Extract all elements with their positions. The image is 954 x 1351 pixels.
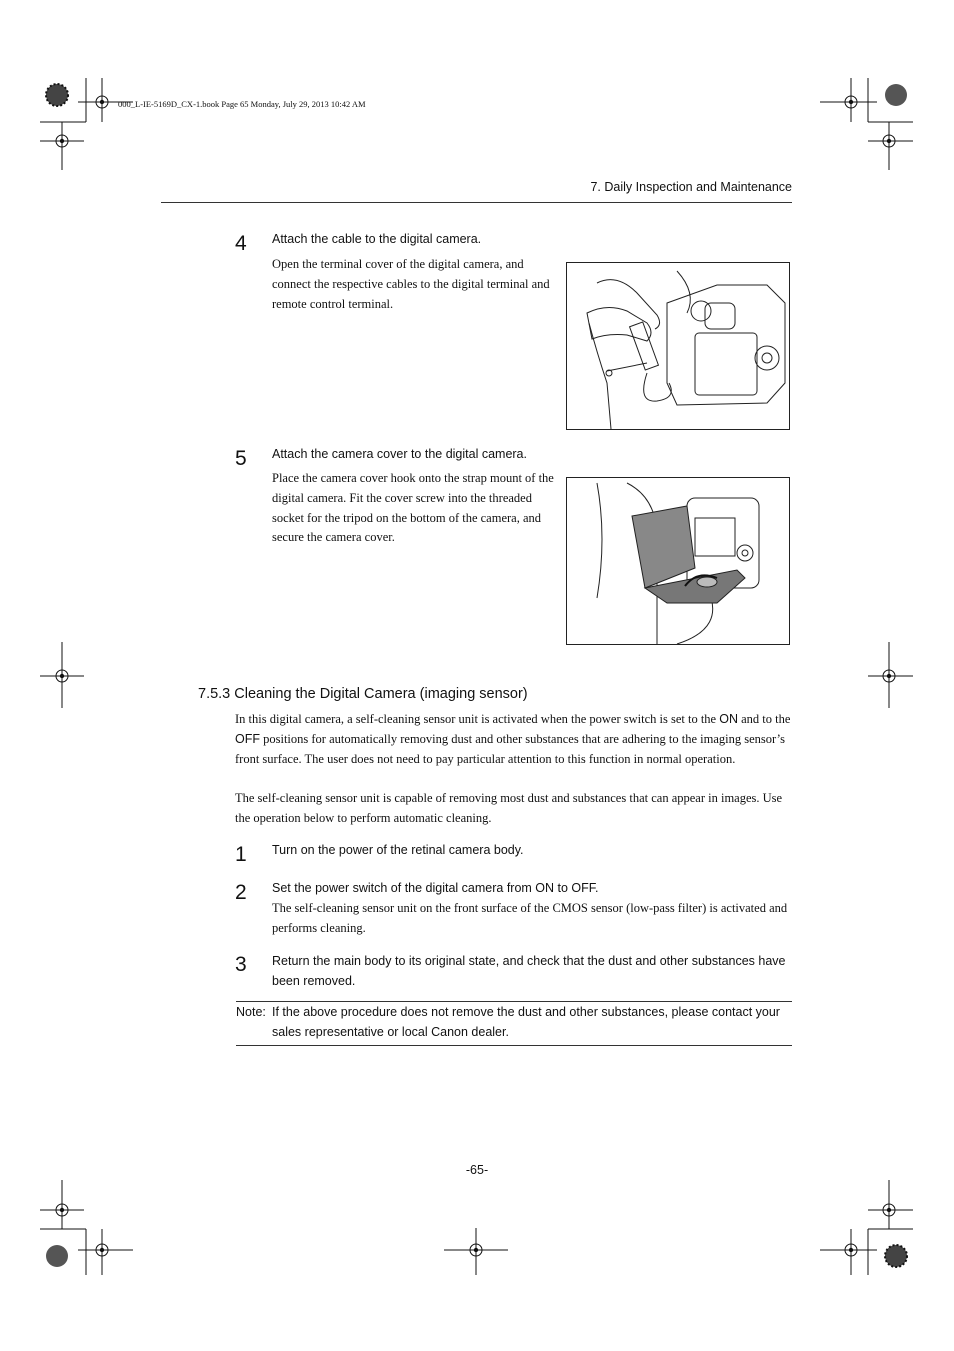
- step-body: The self-cleaning sensor unit on the front surface of the CMOS sensor (low-pass filter) is activated and performs cleaning.: [272, 901, 788, 935]
- figure-camera-cable: [566, 262, 790, 430]
- step-body: Open the terminal cover of the digital camera, and connect the respective cables to the digital terminal and remote control terminal.: [272, 257, 550, 311]
- figure-camera-cover: [566, 477, 790, 645]
- step-heading: Attach the camera cover to the digital camera.: [272, 447, 527, 461]
- step-heading: Return the main body to its original state, and check that the dust and other substances have been removed.: [272, 954, 786, 988]
- step-heading: Attach the cable to the digital camera.: [272, 232, 482, 246]
- intro-text: In this digital camera, a self-cleaning sensor unit is activated when the power switch is set to the: [235, 712, 720, 726]
- step-number: 3: [235, 953, 247, 976]
- note-label: Note:: [236, 1005, 266, 1019]
- camera-cable-illustration: [567, 263, 789, 429]
- page-header-title: 7. Daily Inspection and Maintenance: [590, 180, 792, 194]
- step-number: 5: [235, 447, 247, 470]
- off-label: OFF: [235, 731, 260, 746]
- step-heading: Set the power switch of the digital camera from ON to OFF.: [272, 881, 599, 895]
- note-bottom-rule: [236, 1045, 792, 1046]
- step-number: 2: [235, 881, 247, 904]
- camera-cover-illustration: [567, 478, 789, 644]
- section-intro-paragraph-1: [235, 710, 795, 769]
- step-heading: Turn on the power of the retinal camera body.: [272, 843, 524, 857]
- intro-text: positions for automatically removing dust and other substances that are adhering to the imaging sensor’s front surface. The user does not need to pay particular attention to this function in normal operation.: [235, 731, 785, 766]
- section-title: 7.5.3 Cleaning the Digital Camera (imaging sensor): [198, 686, 528, 702]
- intro-text: and to the: [738, 712, 791, 726]
- note-text: If the above procedure does not remove the dust and other substances, please contact your sales representative or local Canon dealer.: [272, 1005, 780, 1039]
- step-body: Place the camera cover hook onto the strap mount of the digital camera. Fit the cover screw into the threaded socket for the tripod on the bottom of the camera, and secure the camera cover.: [272, 471, 554, 545]
- step-number: 1: [235, 843, 247, 866]
- section-intro-paragraph-2: The self-cleaning sensor unit is capable of removing most dust and substances that can appear in images. Use the operation below to perform automatic cleaning.: [235, 791, 783, 825]
- page-number: -65-: [465, 1163, 489, 1177]
- on-label: ON: [719, 712, 738, 726]
- step-number: 4: [235, 232, 247, 255]
- print-info: 000_L-IE-5169D_CX-1.book Page 65 Monday, July 29, 2013 10:42 AM: [118, 99, 366, 109]
- header-divider: [161, 202, 792, 203]
